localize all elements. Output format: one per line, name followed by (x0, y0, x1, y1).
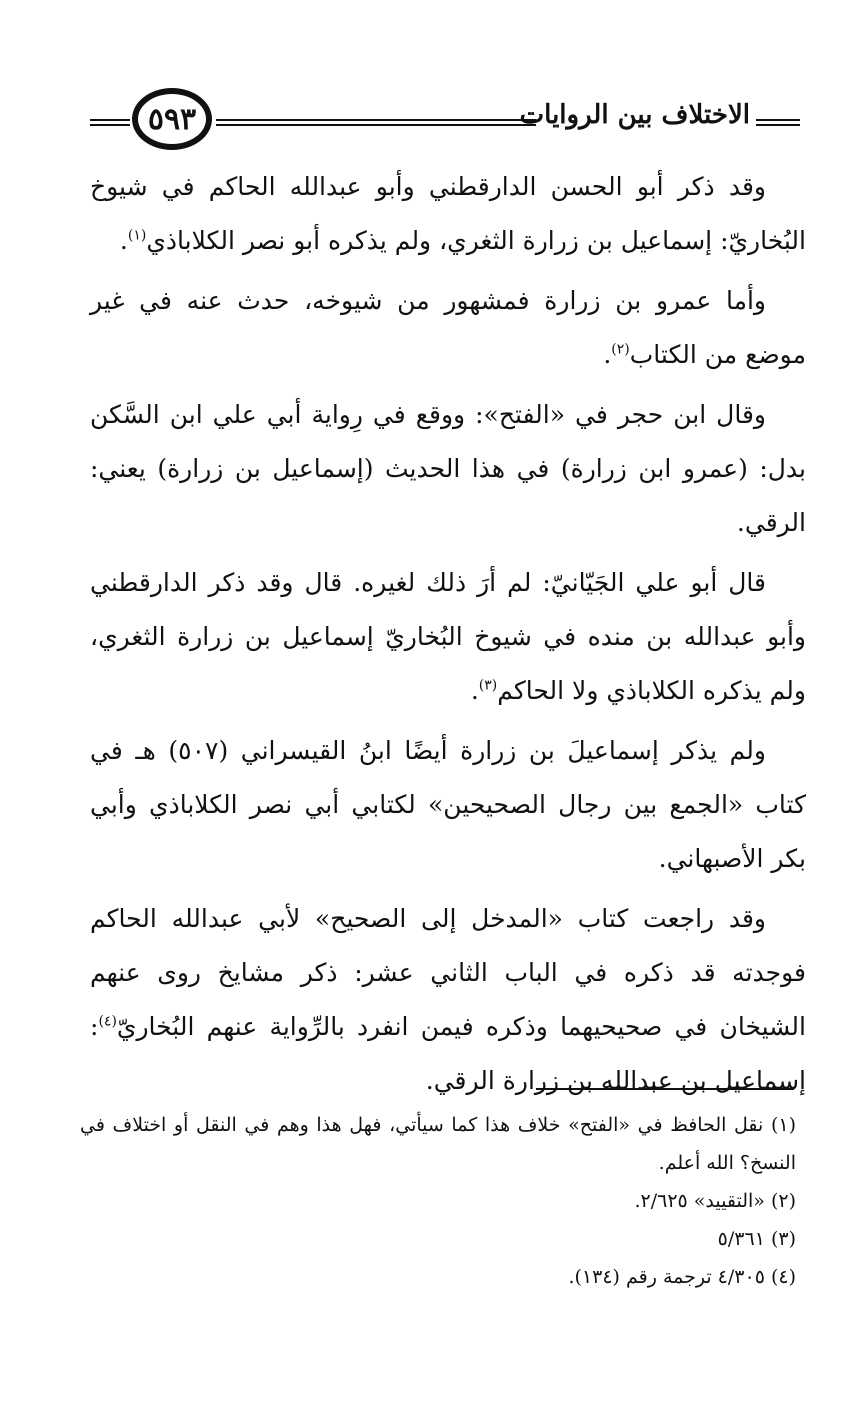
footnote-ref: (٢) (611, 341, 630, 358)
footnote: (٣) ٥/٣٦١ (717, 1228, 796, 1250)
footnote: (٢) «التقييد» ٢/٦٢٥. (634, 1190, 796, 1212)
footnote: (١) نقل الحافظ في «الفتح» خلاف هذا كما سيأتي، فهل هذا وهم في النقل أو اختلاف في النسخ؟ الله أعلم. (80, 1114, 796, 1174)
footnote-ref: (٣) (478, 677, 498, 694)
paragraph: وقد راجعت كتاب «المدخل إلى الصحيح» لأبي عبدالله الحاكم فوجدته قد ذكره في الباب الثاني عشر: ذكر مشايخ روى عنهم الشيخان في صحيحيهما وذكره فيمن انفرد بالرِّواية عنهم البُخاريّ$^{(٤)}$: إسماعيل بن عبدالله بن زرارة الرقي. (90, 904, 806, 1095)
running-header (90, 86, 806, 156)
page-number-badge (132, 88, 212, 150)
header-title: الاختلاف بين الروايات (519, 100, 750, 130)
paragraph: قال أبو علي الجَيّانيّ: لم أرَ ذلك لغيره. قال وقد ذكر الدارقطني وأبو عبدالله بن منده في شيوخ البُخاريّ إسماعيل بن زرارة الثغري، ولم يذكره الكلاباذي ولا الحاكم$^{(٣)}$. (90, 568, 806, 705)
paragraph: وقد ذكر أبو الحسن الدارقطني وأبو عبدالله الحاكم في شيوخ البُخاريّ: إسماعيل بن زرارة الثغري، ولم يذكره أبو نصر الكلاباذي$^{(١)}$. (90, 172, 806, 255)
footnote-ref: (١) (127, 227, 147, 244)
header-rule-right (756, 119, 800, 126)
footnotes (80, 1106, 796, 1296)
main-text (90, 160, 806, 1114)
footnote-ref: (٤) (98, 1013, 117, 1030)
page-number: ٥٩٣ (147, 101, 197, 137)
header-rule-left (90, 119, 130, 126)
paragraph: ولم يذكر إسماعيلَ بن زرارة أيضًا ابنُ القيسراني (٥٠٧) هـ في كتاب «الجمع بين رجال الصحيحين» لكتابي أبي نصر الكلاباذي وأبي بكر الأصبهاني. (90, 736, 806, 873)
header-rule-middle (216, 119, 536, 126)
footnote: (٤) ٤/٣٠٥ ترجمة رقم (١٣٤). (568, 1266, 796, 1288)
paragraph: وقال ابن حجر في «الفتح»: ووقع في رِواية أبي علي ابن السَّكن بدل: (عمرو ابن زرارة) في هذا الحديث (إسماعيل بن زرارة) يعني: الرقي. (90, 400, 806, 537)
footnote-separator (536, 1088, 794, 1090)
paragraph: وأما عمرو بن زرارة فمشهور من شيوخه، حدث عنه في غير موضع من الكتاب$^{(٢)}$. (90, 286, 806, 369)
